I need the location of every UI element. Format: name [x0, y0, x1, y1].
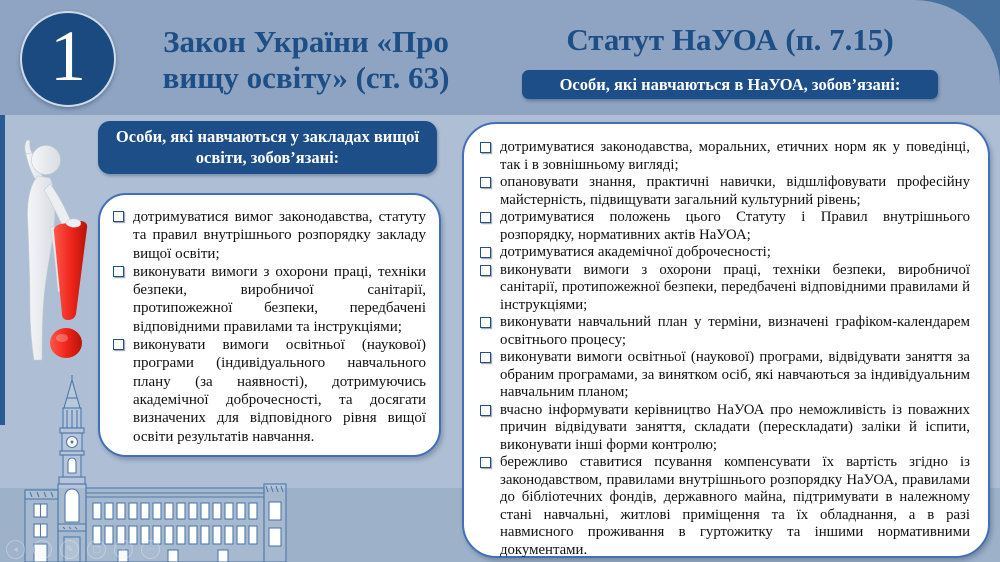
list-item [478, 349, 970, 402]
list-item [478, 209, 970, 244]
list-item [478, 314, 970, 349]
list-item-text: опановувати знання, практичні навички, відшліфовувати професійну майстерність, підвищувати загальний культурний рівень; [500, 174, 970, 208]
left-bullet-list [111, 208, 426, 446]
list-item-text: виконувати вимоги з охорони праці, техніки безпеки, виробничої санітарії, протипожежної безпеки, передбачені відповідними правилами та інструкціями; [133, 263, 426, 335]
checkbox-bullet-icon [480, 247, 491, 258]
left-banner: Особи, які навчаються у закладах вищої освіти, зобов’язані: [98, 121, 437, 174]
person-exclamation-figure [6, 132, 111, 370]
checkbox-bullet-icon [113, 211, 124, 222]
checkbox-bullet-icon [480, 177, 491, 188]
checkbox-bullet-icon [480, 405, 491, 416]
right-title: Статут НаУОА (п. 7.15) [566, 22, 894, 57]
zoom-icon[interactable]: ⌕ [114, 540, 133, 559]
checkbox-bullet-icon [480, 352, 491, 363]
checkbox-bullet-icon [113, 339, 124, 350]
checkbox-bullet-icon [113, 266, 124, 277]
left-edge-accent [0, 115, 5, 425]
next-slide-button[interactable]: ▸ [33, 540, 52, 559]
list-item [478, 244, 970, 262]
list-item-text: дотримуватися законодавства, моральних, етичних норм як у поведінці, так і в зовнішньому вигляді; [500, 139, 970, 173]
list-item [478, 402, 970, 455]
list-item [111, 336, 426, 446]
list-item [111, 263, 426, 336]
list-item [111, 208, 426, 263]
list-item-text: виконувати навчальний план у терміни, визначені графіком-календарем освітнього процесу; [500, 314, 970, 348]
list-item [478, 139, 970, 174]
list-item-text: бережливо ставитися псування компенсувати їх вартість згідно із законодавством, правилами внутрішнього розпорядку НаУОА, правилами до бібліотечних фондів, державного майна, підтримувати в належному стані навчальні, житлові приміщення та їх обладнання, а в разі навмисного проживання в гуртожитку та іншими нормативними документами. [500, 454, 970, 558]
checkbox-bullet-icon [480, 265, 491, 276]
slide-number: 1 [50, 16, 86, 96]
left-title-line1: Закон України «Про [163, 24, 449, 59]
checkbox-bullet-icon [480, 317, 491, 328]
presenter-controls [6, 540, 160, 559]
pen-icon[interactable]: ✎ [60, 540, 79, 559]
list-item-text: виконувати вимоги освітньої (наукової) програми, відвідувати заняття за обраним програмами, за винятком осіб, які навчаються за індивідуальним навчальним планом; [500, 349, 970, 400]
right-bullet-list [478, 139, 970, 559]
list-item [478, 262, 970, 315]
checkbox-bullet-icon [480, 142, 491, 153]
list-item-text: дотримуватися академічної доброчесності; [500, 244, 771, 260]
list-item-text: виконувати вимоги освітньої (наукової) програми (індивідуального навчального плану (за наявності), дотримуючись академічної доброчесності, та досягати визначених для відповідного рівня вищої освіти результатів навчання. [133, 337, 426, 445]
list-item-text: дотримуватися вимог законодавства, статуту та правил внутрішнього розпорядку закладу вищої освіти; [133, 209, 426, 262]
list-item-text: дотримуватися положень цього Статуту і Правил внутрішнього розпорядку, нормативних актів НаУОА; [500, 209, 970, 243]
more-options-icon[interactable]: ⋯ [141, 540, 160, 559]
checkbox-bullet-icon [480, 457, 491, 468]
right-content-box [462, 122, 990, 558]
list-item-text: виконувати вимоги з охорони праці, техніки безпеки, виробничої санітарії, протипожежної безпеки, передбачені відповідними правилами й інструкціями; [500, 261, 970, 313]
list-item [478, 454, 970, 559]
left-content-box [98, 193, 441, 457]
select-frame-icon[interactable]: ▢ [87, 540, 106, 559]
previous-slide-button[interactable]: ◂ [6, 540, 25, 559]
left-title-line2: вищу освіту» (ст. 63) [162, 59, 450, 95]
list-item [478, 174, 970, 209]
right-banner: Особи, які навчаються в НаУОА, зобов’язані: [522, 70, 938, 99]
left-title [122, 24, 490, 95]
list-item-text: вчасно інформувати керівництво НаУОА про неможливість із поважних причин відвідувати заняття, складати (перескладати) заліки й іспити, виконувати інші форми контролю; [500, 401, 970, 453]
checkbox-bullet-icon [480, 212, 491, 223]
slide-number-badge [20, 11, 116, 107]
